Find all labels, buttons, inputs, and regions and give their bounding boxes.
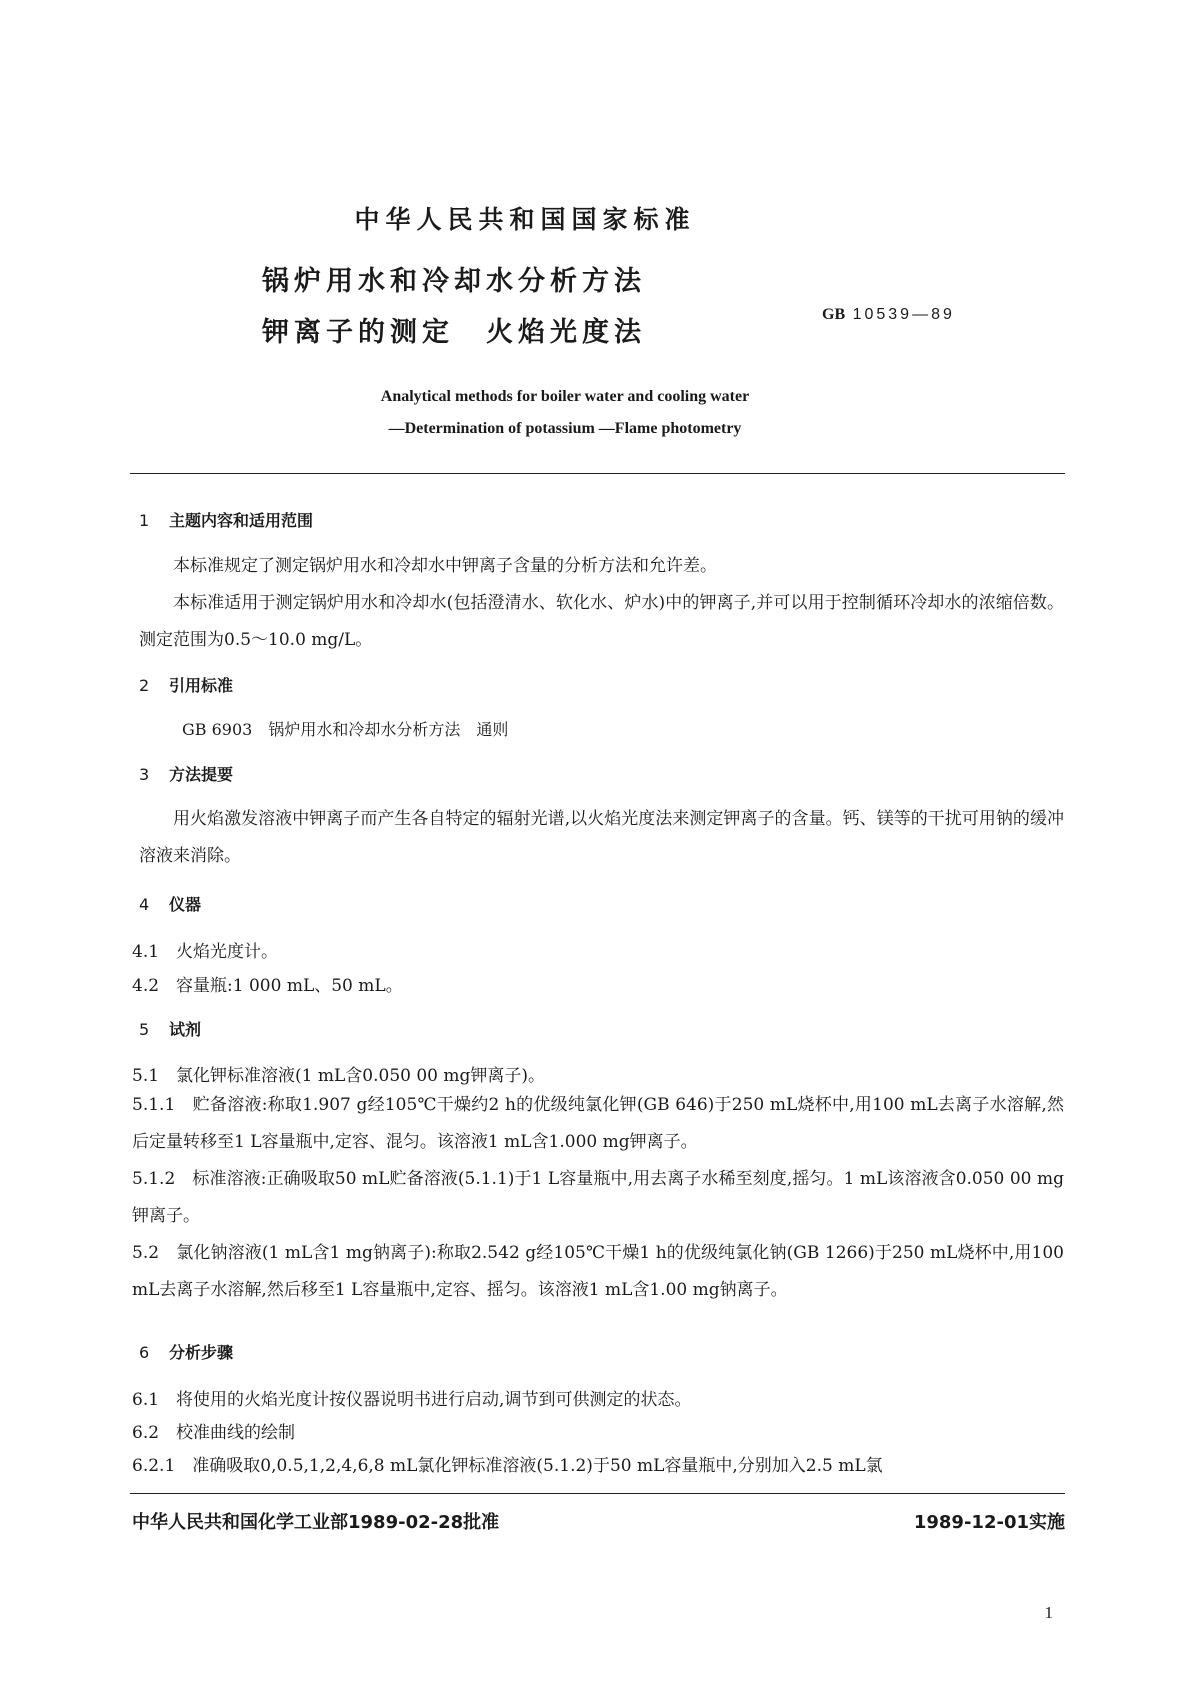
section-1-heading: 1 主题内容和适用范围	[139, 511, 314, 530]
item-5-1: 5.1 氯化钾标准溶液(1 mL含0.050 00 mg钾离子)。	[132, 1066, 546, 1086]
effective-date: 1989-12-01实施	[913, 1512, 1065, 1533]
english-title-line-1: Analytical methods for boiler water and cooling water	[380, 388, 750, 405]
item-4-1: 4.1 火焰光度计。	[132, 942, 279, 962]
section-1-paragraph-1: 本标准规定了测定锅炉用水和冷却水中钾离子含量的分析方法和允许差。	[173, 556, 717, 576]
item-5-1-1: 5.1.1 贮备溶液:称取1.907 g经105℃干燥约2 h的优级纯氯化钾(GB 646)于250 mL烧杯中,用100 mL去离子水溶解,然后定量转移至1 L容量瓶中,定容、混匀。该溶液1 mL含1.000 mg钾离子。	[132, 1095, 1064, 1152]
national-standard-heading: 中华人民共和国国家标准	[354, 205, 696, 234]
item-6-2: 6.2 校准曲线的绘制	[132, 1423, 296, 1443]
title-line-1: 锅炉用水和冷却水分析方法	[262, 266, 646, 297]
item-6-2-1: 6.2.1 准确吸取0,0.5,1,2,4,6,8 mL氯化钾标准溶液(5.1.2)于50 mL容量瓶中,分别加入2.5 mL氯	[132, 1456, 883, 1476]
approval-statement: 中华人民共和国化学工业部1989-02-28批准	[132, 1512, 500, 1533]
section-2-heading: 2 引用标准	[139, 676, 234, 695]
title-line-2: 钾离子的测定 火焰光度法	[262, 317, 646, 348]
standard-number	[822, 306, 955, 324]
gb-prefix: GB	[822, 306, 846, 323]
section-5-heading: 5 试剂	[139, 1020, 202, 1039]
gb-number: 10539—89	[852, 306, 955, 323]
item-6-1: 6.1 将使用的火焰光度计按仪器说明书进行启动,调节到可供测定的状态。	[132, 1390, 692, 1410]
item-4-2: 4.2 容量瓶:1 000 mL、50 mL。	[132, 976, 403, 996]
item-5-2: 5.2 氯化钠溶液(1 mL含1 mg钠离子):称取2.542 g经105℃干燥1 h的优级纯氯化钠(GB 1266)于250 mL烧杯中,用100 mL去离子水溶解,然后移至1 L容量瓶中,定容、摇匀。该溶液1 mL含1.00 mg钠离子。	[132, 1243, 1064, 1300]
page-number: 1	[1044, 1603, 1053, 1622]
section-3-heading: 3 方法提要	[139, 765, 234, 784]
referenced-standard: GB 6903 锅炉用水和冷却水分析方法 通则	[182, 720, 509, 739]
section-1-paragraph-2: 本标准适用于测定锅炉用水和冷却水(包括澄清水、软化水、炉水)中的钾离子,并可以用于控制循环冷却水的浓缩倍数。测定范围为0.5～10.0 mg/L。	[139, 593, 1064, 650]
section-6-heading: 6 分析步骤	[139, 1343, 234, 1362]
section-4-heading: 4 仪器	[139, 895, 202, 914]
english-title-line-2: —Determination of potassium —Flame photometry	[388, 420, 742, 437]
item-5-1-2: 5.1.2 标准溶液:正确吸取50 mL贮备溶液(5.1.1)于1 L容量瓶中,用去离子水稀至刻度,摇匀。1 mL该溶液含0.050 00 mg钾离子。	[132, 1169, 1064, 1226]
header-divider	[130, 473, 1065, 474]
section-3-paragraph: 用火焰激发溶液中钾离子而产生各自特定的辐射光谱,以火焰光度法来测定钾离子的含量。钙、镁等的干扰可用钠的缓冲溶液来消除。	[139, 809, 1064, 866]
footer-divider	[130, 1493, 1065, 1494]
